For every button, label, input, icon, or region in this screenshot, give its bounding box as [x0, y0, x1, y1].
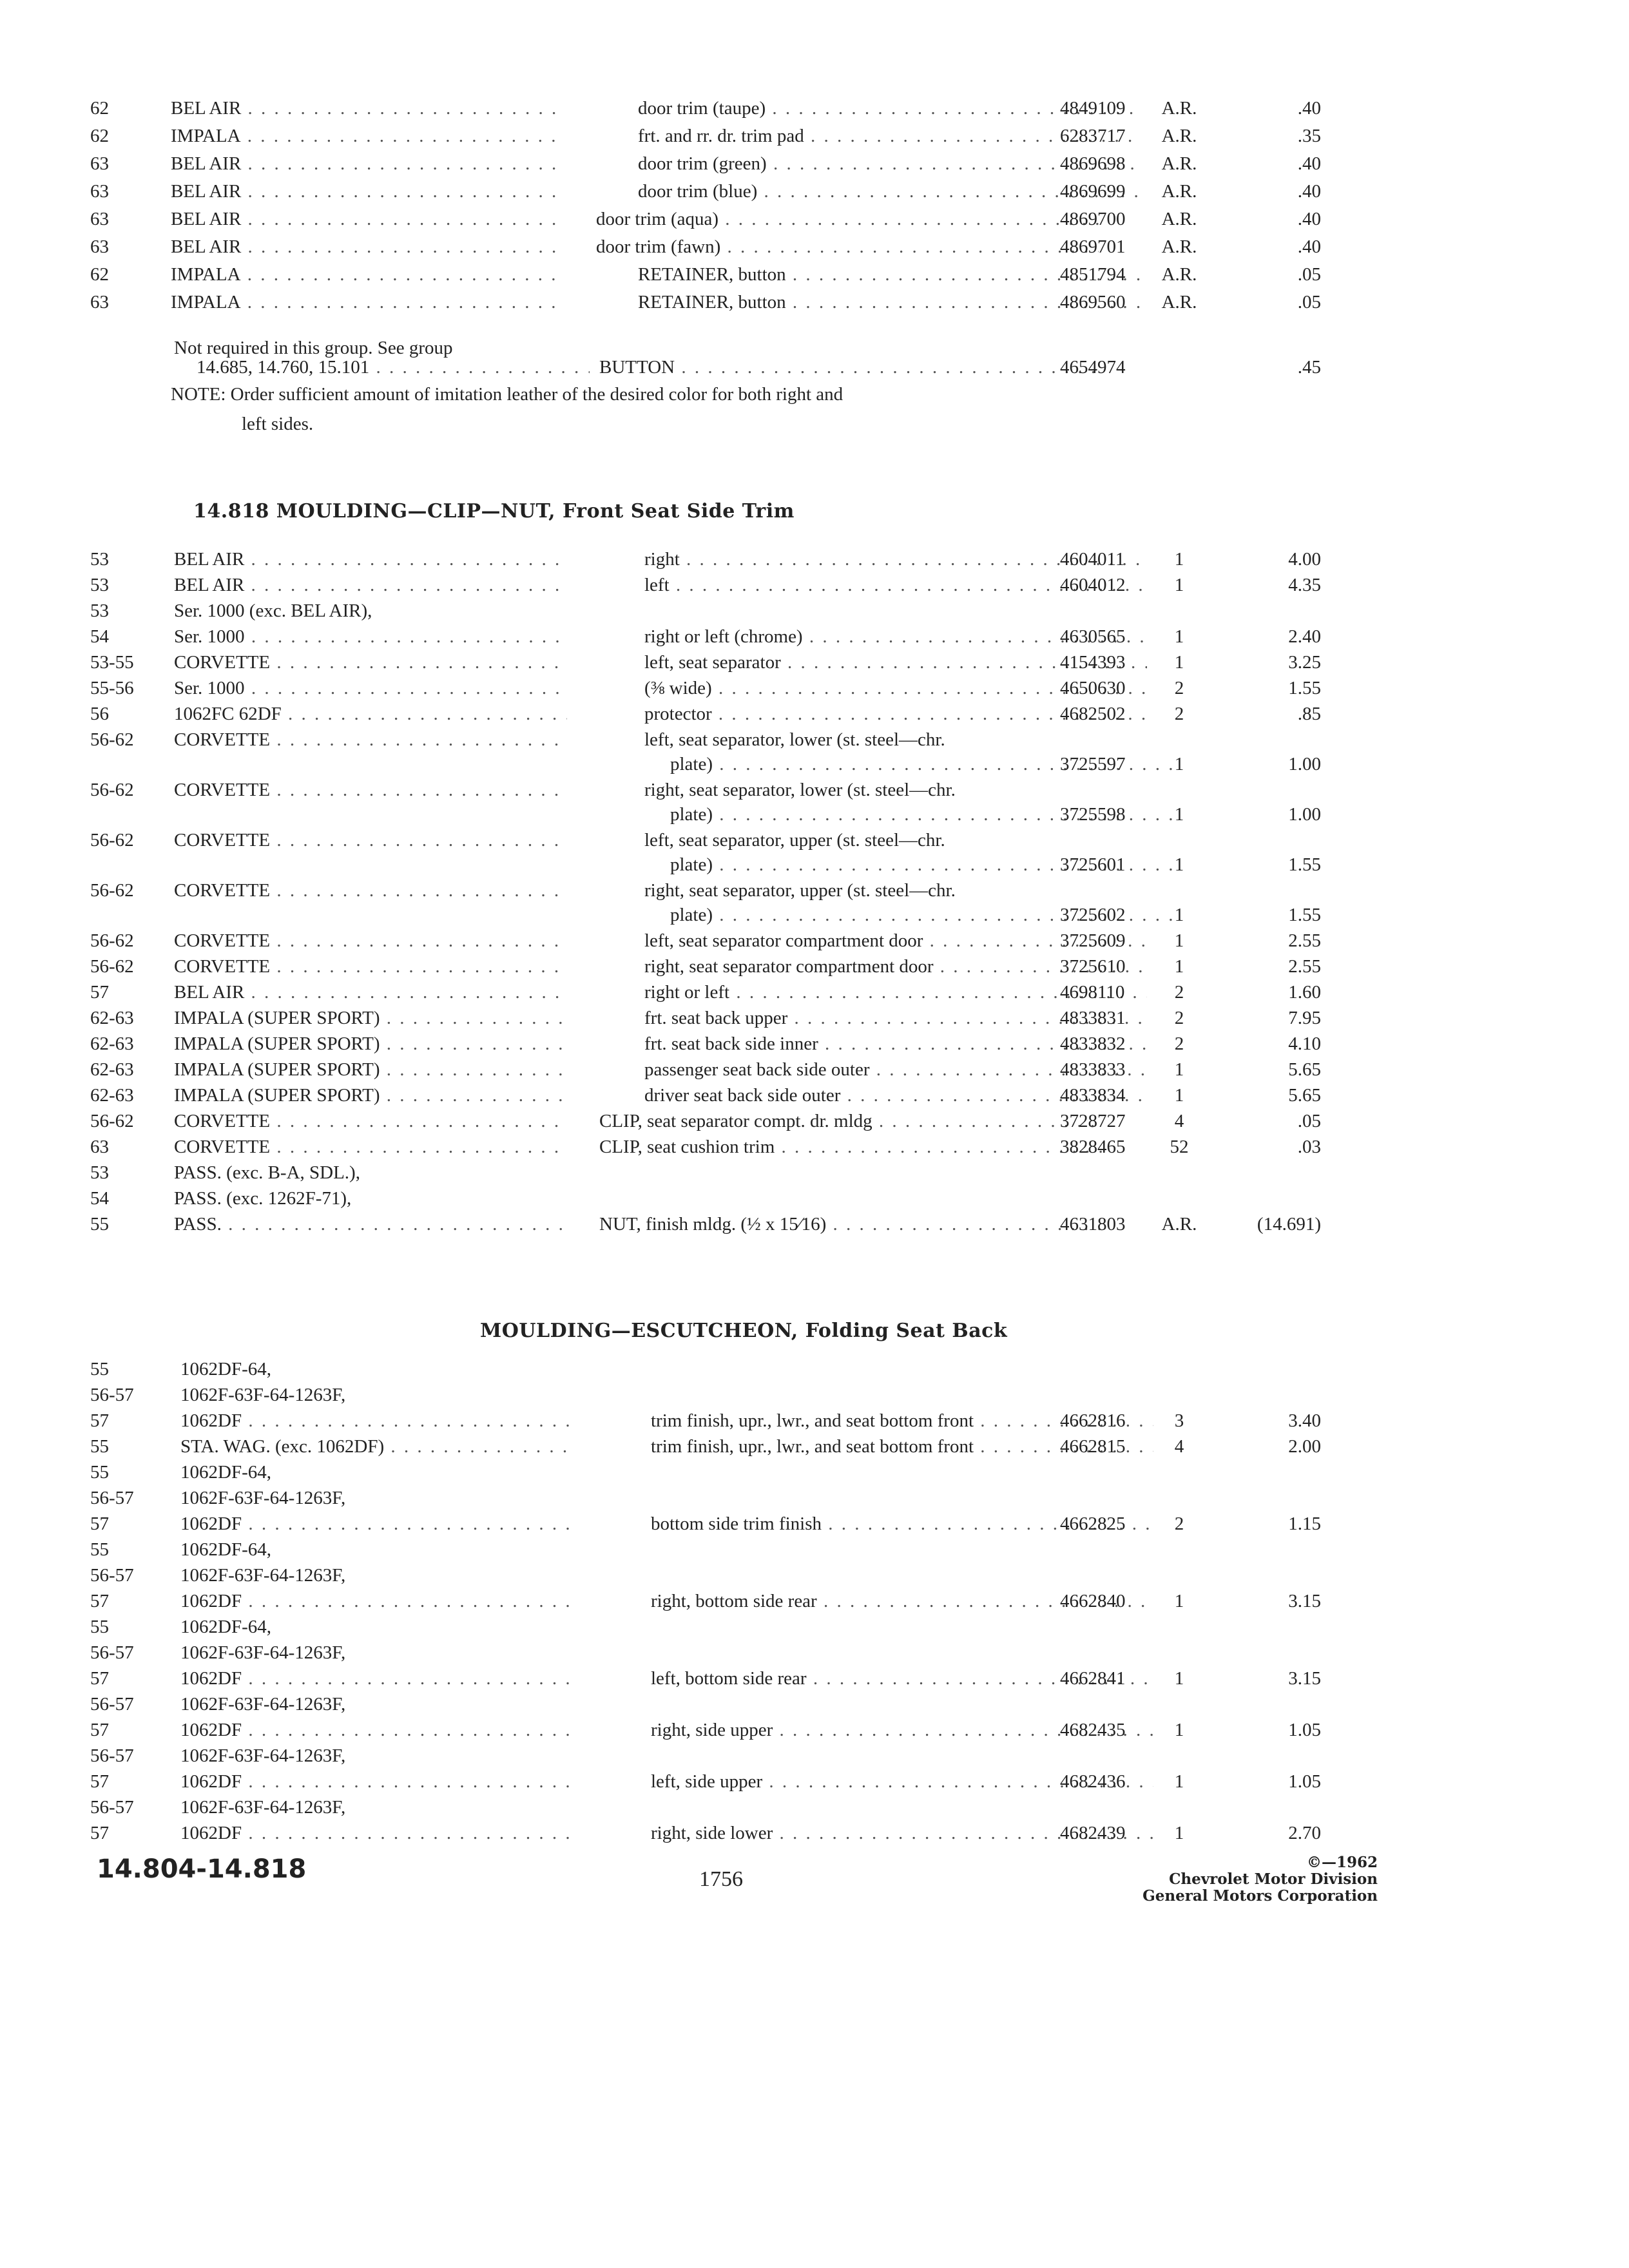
description: right, seat separator compartment door . . . [644, 954, 1147, 979]
part-number: 3725601 [1060, 854, 1126, 875]
year-range: 55 [90, 1539, 109, 1560]
model-name: CORVETTE . . . [174, 777, 567, 803]
escutcheon-row [90, 1691, 1315, 1717]
model-name: 1062DF-64, [180, 1462, 271, 1483]
section-title-folding-seat-back: MOULDING—ESCUTCHEON, Folding Seat Back [480, 1320, 1008, 1342]
model-name: BEL AIR . . . [171, 234, 564, 260]
quantity: A.R. [1161, 236, 1197, 257]
model-name: 1062DF . . . [180, 1717, 574, 1743]
description: trim finish, upr., lwr., and seat bottom front . . . [651, 1434, 1153, 1459]
description: frt. and rr. dr. trim pad . . . [638, 123, 1141, 149]
price: .40 [1297, 153, 1321, 174]
year-range: 56-57 [90, 1565, 134, 1586]
model-name: STA. WAG. (exc. 1062DF) . . . [180, 1434, 574, 1459]
button-price: .45 [1297, 357, 1321, 378]
quantity: A.R. [1161, 98, 1197, 119]
model-name: 1062DF-64, [180, 1359, 271, 1379]
quantity: 1 [1174, 626, 1184, 647]
part-number: 4650630 [1060, 678, 1126, 698]
description: right, seat separator, lower (st. steel—chr. [644, 780, 956, 800]
quantity: 1 [1174, 1668, 1184, 1689]
quantity: 1 [1174, 1823, 1184, 1843]
year-range: 57 [90, 982, 109, 1003]
part-number: 4682502 [1060, 704, 1126, 724]
quantity: 1 [1174, 905, 1184, 925]
model-name: 1062F-63F-64-1263F, [180, 1745, 346, 1766]
model-name: CORVETTE . . . [174, 649, 567, 675]
description: frt. seat back upper . . . [644, 1005, 1147, 1031]
escutcheon-row [90, 1717, 1321, 1743]
model-name: BEL AIR . . . [174, 979, 567, 1005]
description: door trim (green) . . . [638, 151, 1141, 177]
part-number: 4662841 [1060, 1668, 1126, 1689]
model-name: CORVETTE . . . [174, 1134, 567, 1160]
year-range: 63 [90, 181, 109, 202]
year-range: 53 [90, 549, 109, 570]
year-range: 56-57 [90, 1694, 134, 1715]
part-number: 4662816 [1060, 1410, 1126, 1431]
button-note-line2: 14.685, 14.760, 15.101 . . . [197, 354, 590, 380]
model-name: CORVETTE . . . [174, 954, 567, 979]
part-number: 3725598 [1060, 804, 1126, 825]
quantity: A.R. [1161, 1214, 1197, 1235]
footer-division: Chevrolet Motor Division [1169, 1870, 1378, 1888]
model-name: IMPALA (SUPER SPORT) . . . [174, 1082, 567, 1108]
description: right or left . . . [644, 979, 1147, 1005]
quantity: 2 [1174, 1008, 1184, 1028]
escutcheon-row [90, 1537, 1315, 1562]
description: CLIP, seat cushion trim . . . [599, 1134, 1102, 1160]
model-name: BEL AIR . . . [171, 151, 564, 177]
part-number: 4851794 [1060, 264, 1126, 285]
price: 1.15 [1288, 1514, 1321, 1534]
quantity: 2 [1174, 982, 1184, 1003]
footer-corporation-name: General Motors Corporation [1142, 1887, 1378, 1905]
part-number: 3725609 [1060, 930, 1126, 951]
quantity: 1 [1174, 804, 1184, 825]
quantity: 1 [1174, 549, 1184, 570]
price: 4.35 [1288, 575, 1321, 595]
year-range: 53 [90, 601, 109, 621]
part-number: 4662815 [1060, 1436, 1126, 1457]
price: .40 [1297, 98, 1321, 119]
price: 1.05 [1288, 1771, 1321, 1792]
escutcheon-row [90, 1408, 1321, 1434]
price: .40 [1297, 236, 1321, 257]
part-number: 4698110 [1060, 982, 1125, 1003]
escutcheon-row [90, 1485, 1315, 1511]
model-name: 1062DF-64, [180, 1539, 271, 1560]
year-range: 56-57 [90, 1642, 134, 1663]
price: (14.691) [1257, 1214, 1321, 1235]
year-range: 56 [90, 704, 109, 724]
price: 3.15 [1288, 1591, 1321, 1611]
escutcheon-row [90, 1434, 1321, 1459]
model-name: 1062DF . . . [180, 1769, 574, 1794]
quantity: 1 [1174, 1720, 1184, 1740]
model-name: IMPALA (SUPER SPORT) . . . [174, 1057, 567, 1082]
model-name: 1062F-63F-64-1263F, [180, 1385, 346, 1405]
year-range: 62-63 [90, 1033, 134, 1054]
part-number: 4630565 [1060, 626, 1126, 647]
year-range: 55 [90, 1617, 109, 1637]
year-range: 62 [90, 126, 109, 146]
model-name: 1062DF . . . [180, 1820, 574, 1846]
price: 5.65 [1288, 1085, 1321, 1106]
part-number: 4662840 [1060, 1591, 1126, 1611]
quantity: 2 [1174, 1033, 1184, 1054]
description-continued: plate) . . . [670, 802, 1173, 827]
part-number: 4833831 [1060, 1008, 1126, 1028]
part-number: 3725610 [1060, 956, 1126, 977]
button-note-line1: Not required in this group. See group [174, 338, 453, 358]
escutcheon-row [90, 1640, 1315, 1666]
year-range: 56-62 [90, 880, 134, 901]
year-range: 55 [90, 1462, 109, 1483]
price: .05 [1297, 1111, 1321, 1131]
year-range: 62-63 [90, 1008, 134, 1028]
year-range: 63 [90, 292, 109, 312]
model-name: CORVETTE . . . [174, 727, 567, 753]
description: left, seat separator compartment door . . . [644, 928, 1147, 954]
part-number: 4604012 [1060, 575, 1126, 595]
quantity: A.R. [1161, 292, 1197, 312]
price: .85 [1297, 704, 1321, 724]
price: 2.70 [1288, 1823, 1321, 1843]
price: 3.25 [1288, 652, 1321, 673]
part-number: 4682439 [1060, 1823, 1126, 1843]
description: passenger seat back side outer . . . [644, 1057, 1147, 1082]
quantity: 1 [1174, 1591, 1184, 1611]
part-number: 6283717 [1060, 126, 1126, 146]
description: left, side upper . . . [651, 1769, 1153, 1794]
part-number: 4154393 [1060, 652, 1126, 673]
model-name: BEL AIR . . . [171, 178, 564, 204]
model-name: 1062F-63F-64-1263F, [180, 1642, 346, 1663]
price: 2.55 [1288, 956, 1321, 977]
description: door trim (aqua) . . . [596, 206, 1099, 232]
price: 1.00 [1288, 754, 1321, 774]
description: right, side upper . . . [651, 1717, 1153, 1743]
quantity: 1 [1174, 1085, 1184, 1106]
price: .05 [1297, 264, 1321, 285]
description: bottom side trim finish . . . [651, 1511, 1153, 1537]
escutcheon-row [90, 1743, 1315, 1769]
model-name: BEL AIR . . . [174, 572, 567, 598]
model-name: 1062DF . . . [180, 1408, 574, 1434]
quantity: 1 [1174, 930, 1184, 951]
escutcheon-row [90, 1666, 1321, 1691]
year-range: 53 [90, 1162, 109, 1183]
description: protector . . . [644, 701, 1147, 727]
model-name: 1062F-63F-64-1263F, [180, 1565, 346, 1586]
part-number: 3728727 [1060, 1111, 1126, 1131]
year-range: 62 [90, 98, 109, 119]
footer-group-range: 14.804-14.818 [97, 1854, 307, 1884]
model-name: IMPALA . . . [171, 289, 564, 315]
part-number: 4833834 [1060, 1085, 1126, 1106]
button-part-number: 4654974 [1060, 357, 1126, 378]
model-name: 1062F-63F-64-1263F, [180, 1488, 346, 1508]
quantity: 3 [1174, 1410, 1184, 1431]
description: right, bottom side rear . . . [651, 1588, 1153, 1614]
quantity: A.R. [1161, 126, 1197, 146]
year-range: 55 [90, 1436, 109, 1457]
description: door trim (blue) . . . [638, 178, 1141, 204]
escutcheon-row [90, 1511, 1321, 1537]
part-number: 4849109 [1060, 98, 1126, 119]
part-number: 3725602 [1060, 905, 1126, 925]
quantity: 2 [1174, 678, 1184, 698]
section-folding-seat-back [90, 0, 1321, 1869]
quantity: 1 [1174, 754, 1184, 774]
quantity: A.R. [1161, 153, 1197, 174]
description: left, seat separator, lower (st. steel—chr. [644, 729, 945, 750]
price: 1.05 [1288, 1720, 1321, 1740]
model-name: CORVETTE . . . [174, 878, 567, 903]
model-name: Ser. 1000 (exc. BEL AIR), [174, 601, 372, 621]
year-range: 57 [90, 1514, 109, 1534]
model-name: 1062DF-64, [180, 1617, 271, 1637]
escutcheon-row [90, 1820, 1321, 1846]
description: door trim (fawn) . . . [596, 234, 1099, 260]
escutcheon-row [90, 1614, 1315, 1640]
quantity: 1 [1174, 854, 1184, 875]
year-range: 63 [90, 209, 109, 229]
description: NUT, finish mldg. (½ x 15⁄16) . . . [599, 1211, 1102, 1237]
part-number: 4869560 [1060, 292, 1126, 312]
description-continued: plate) . . . [670, 852, 1173, 878]
price: .03 [1297, 1137, 1321, 1157]
year-range: 63 [90, 153, 109, 174]
model-name: IMPALA (SUPER SPORT) . . . [174, 1005, 567, 1031]
description: right, seat separator, upper (st. steel—chr. [644, 880, 956, 901]
quantity: 1 [1174, 956, 1184, 977]
model-name: CORVETTE . . . [174, 1108, 567, 1134]
model-name: CORVETTE . . . [174, 928, 567, 954]
escutcheon-row [90, 1769, 1321, 1794]
year-range: 55 [90, 1214, 109, 1235]
model-name: 1062F-63F-64-1263F, [180, 1694, 346, 1715]
model-name: PASS. . . . [174, 1211, 567, 1237]
model-name: 1062FC 62DF . . . [174, 701, 567, 727]
button-desc: BUTTON . . . [599, 354, 1102, 380]
year-range: 57 [90, 1668, 109, 1689]
price: 2.55 [1288, 930, 1321, 951]
escutcheon-row [90, 1588, 1321, 1614]
price: 5.65 [1288, 1059, 1321, 1080]
description: frt. seat back side inner . . . [644, 1031, 1147, 1057]
description-continued: plate) . . . [670, 751, 1173, 777]
model-name: 1062F-63F-64-1263F, [180, 1797, 346, 1818]
description: RETAINER, button . . . [638, 262, 1141, 287]
description: CLIP, seat separator compt. dr. mldg . . . [599, 1108, 1102, 1134]
year-range: 56-62 [90, 956, 134, 977]
year-range: 63 [90, 236, 109, 257]
price: .40 [1297, 181, 1321, 202]
quantity: 2 [1174, 1514, 1184, 1534]
escutcheon-row [90, 1459, 1315, 1485]
price: .40 [1297, 209, 1321, 229]
year-range: 62-63 [90, 1059, 134, 1080]
part-number: 4869700 [1060, 209, 1126, 229]
description: trim finish, upr., lwr., and seat bottom front . . . [651, 1408, 1153, 1434]
year-range: 56-62 [90, 1111, 134, 1131]
part-number: 4682435 [1060, 1720, 1126, 1740]
price: .35 [1297, 126, 1321, 146]
model-name: IMPALA . . . [171, 123, 564, 149]
price: 1.55 [1288, 678, 1321, 698]
year-range: 54 [90, 626, 109, 647]
price: 1.60 [1288, 982, 1321, 1003]
part-number: 4662825 [1060, 1514, 1126, 1534]
price: 4.10 [1288, 1033, 1321, 1054]
quantity: 4 [1174, 1111, 1184, 1131]
escutcheon-row [90, 1794, 1315, 1820]
description: right or left (chrome) . . . [644, 624, 1147, 649]
model-name: PASS. (exc. 1262F-71), [174, 1188, 352, 1209]
year-range: 57 [90, 1591, 109, 1611]
price: .05 [1297, 292, 1321, 312]
quantity: 1 [1174, 1771, 1184, 1792]
year-range: 63 [90, 1137, 109, 1157]
model-name: 1062DF . . . [180, 1511, 574, 1537]
year-range: 53 [90, 575, 109, 595]
price: 1.55 [1288, 905, 1321, 925]
footer-corporation [1142, 1854, 1378, 1905]
footer-copyright: ©—1962 [1306, 1854, 1378, 1871]
part-number: 4631803 [1060, 1214, 1126, 1235]
price: 3.15 [1288, 1668, 1321, 1689]
model-name: 1062DF . . . [180, 1588, 574, 1614]
price: 1.55 [1288, 854, 1321, 875]
year-range: 56-57 [90, 1385, 134, 1405]
model-name: IMPALA . . . [171, 262, 564, 287]
quantity: 4 [1174, 1436, 1184, 1457]
model-name: BEL AIR . . . [171, 206, 564, 232]
part-number: 4833832 [1060, 1033, 1126, 1054]
year-range: 56-62 [90, 930, 134, 951]
description: left, bottom side rear . . . [651, 1666, 1153, 1691]
description: right, side lower . . . [651, 1820, 1153, 1846]
part-number: 3828465 [1060, 1137, 1126, 1157]
year-range: 56-62 [90, 830, 134, 850]
part-number: 4869698 [1060, 153, 1126, 174]
part-number: 3725597 [1060, 754, 1126, 774]
quantity: A.R. [1161, 264, 1197, 285]
escutcheon-row [90, 1562, 1315, 1588]
price: 2.40 [1288, 626, 1321, 647]
year-range: 57 [90, 1720, 109, 1740]
year-range: 53-55 [90, 652, 134, 673]
section-title-front-seat-side-trim: 14.818 MOULDING—CLIP—NUT, Front Seat Side Trim [193, 500, 795, 523]
description: RETAINER, button . . . [638, 289, 1141, 315]
quantity: A.R. [1161, 181, 1197, 202]
year-range: 56-57 [90, 1745, 134, 1766]
quantity: A.R. [1161, 209, 1197, 229]
description: driver seat back side outer . . . [644, 1082, 1147, 1108]
description: left, seat separator, upper (st. steel—chr. [644, 830, 945, 850]
quantity: 1 [1174, 1059, 1184, 1080]
part-number: 4682436 [1060, 1771, 1126, 1792]
part-number: 4869701 [1060, 236, 1126, 257]
model-name: BEL AIR . . . [174, 546, 567, 572]
price: 3.40 [1288, 1410, 1321, 1431]
year-range: 56-62 [90, 729, 134, 750]
model-name: Ser. 1000 . . . [174, 624, 567, 649]
part-number: 4604011 [1060, 549, 1125, 570]
year-range: 55 [90, 1359, 109, 1379]
model-name: CORVETTE . . . [174, 827, 567, 853]
model-name: IMPALA (SUPER SPORT) . . . [174, 1031, 567, 1057]
price: 4.00 [1288, 549, 1321, 570]
price: 1.00 [1288, 804, 1321, 825]
year-range: 57 [90, 1771, 109, 1792]
note-line1: NOTE: Order sufficient amount of imitation leather of the desired color for both right and [171, 384, 843, 405]
model-name: PASS. (exc. B-A, SDL.), [174, 1162, 360, 1183]
quantity: 1 [1174, 575, 1184, 595]
model-name: 1062DF . . . [180, 1666, 574, 1691]
year-range: 56-62 [90, 780, 134, 800]
description: (⅜ wide) . . . [644, 675, 1147, 701]
model-name: BEL AIR . . . [171, 95, 564, 121]
description-continued: plate) . . . [670, 902, 1173, 928]
part-number: 4833833 [1060, 1059, 1126, 1080]
year-range: 57 [90, 1823, 109, 1843]
description: right . . . [644, 546, 1147, 572]
description: left . . . [644, 572, 1147, 598]
description: door trim (taupe) . . . [638, 95, 1141, 121]
escutcheon-row [90, 1356, 1315, 1382]
year-range: 62 [90, 264, 109, 285]
escutcheon-row [90, 1382, 1315, 1408]
year-range: 56-57 [90, 1797, 134, 1818]
description: left, seat separator . . . [644, 649, 1147, 675]
year-range: 56-57 [90, 1488, 134, 1508]
note-line2: left sides. [242, 414, 314, 434]
price: 2.00 [1288, 1436, 1321, 1457]
year-range: 57 [90, 1410, 109, 1431]
quantity: 52 [1170, 1137, 1189, 1157]
price: 7.95 [1288, 1008, 1321, 1028]
footer-page-number: 1756 [699, 1867, 743, 1891]
year-range: 54 [90, 1188, 109, 1209]
year-range: 55-56 [90, 678, 134, 698]
year-range: 62-63 [90, 1085, 134, 1106]
quantity: 1 [1174, 652, 1184, 673]
part-number: 4869699 [1060, 181, 1126, 202]
quantity: 2 [1174, 704, 1184, 724]
model-name: Ser. 1000 . . . [174, 675, 567, 701]
